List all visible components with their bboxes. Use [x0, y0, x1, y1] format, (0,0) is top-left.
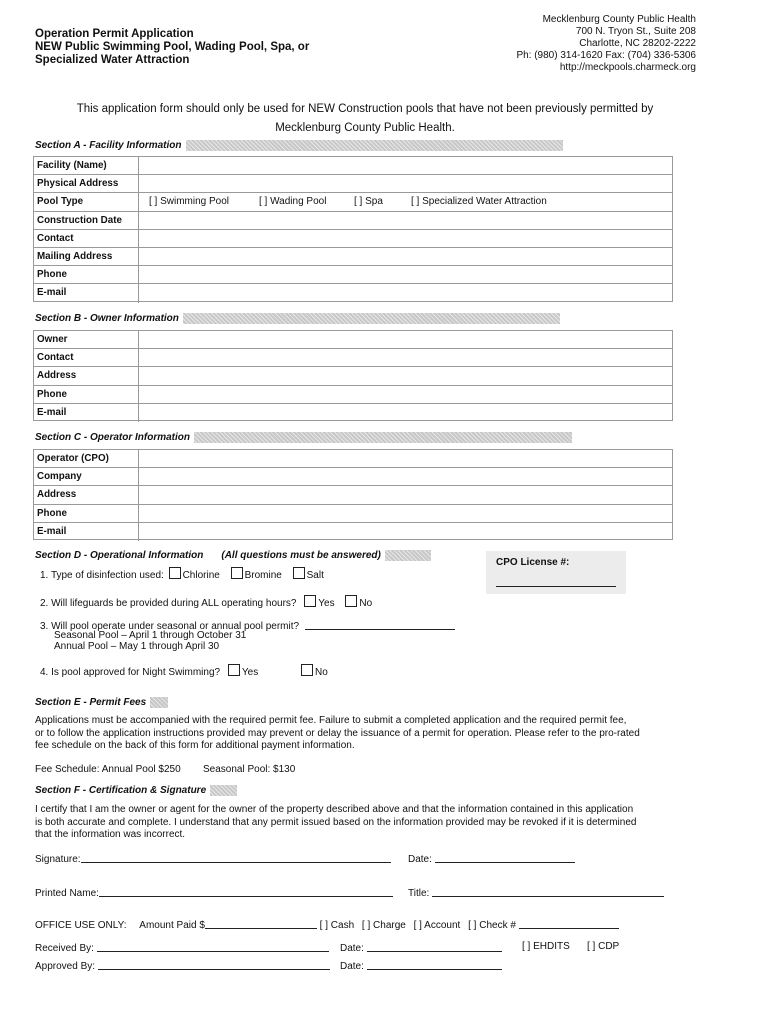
contact-input[interactable] — [139, 230, 672, 247]
field-label: Address — [34, 367, 139, 384]
night-swim-no-checkbox[interactable] — [301, 664, 313, 676]
field-label: Company — [34, 468, 139, 485]
field-label: Operator (CPO) — [34, 450, 139, 467]
cpo-license-input[interactable] — [496, 586, 616, 587]
facility-info-table — [33, 156, 673, 302]
approved-date-input[interactable] — [367, 959, 502, 970]
chlorine-label: Chlorine — [182, 570, 220, 581]
field-label: Facility (Name) — [34, 157, 139, 174]
owner-email-input[interactable] — [139, 404, 672, 422]
title-row: Title: — [408, 886, 664, 899]
intro-text — [35, 100, 695, 138]
operator-email-input[interactable] — [139, 523, 672, 541]
bromine-label: Bromine — [244, 570, 282, 581]
section-e-heading: Section E - Permit Fees — [35, 697, 168, 708]
question-3: 3. Will pool operate under seasonal or annual pool permit? — [40, 619, 455, 632]
printed-name-row: Printed Name: — [35, 886, 393, 899]
construction-date-input[interactable] — [139, 212, 672, 229]
field-label: Construction Date — [34, 212, 139, 229]
field-label: Mailing Address — [34, 248, 139, 265]
office-use-row — [35, 918, 619, 931]
pool-type-wading-pool[interactable]: [ ] Wading Pool — [259, 196, 327, 208]
email-input[interactable] — [139, 284, 672, 302]
intro-line-2: Mecklenburg County Public Health. — [275, 122, 455, 134]
cpo-license-label: CPO License #: — [496, 557, 570, 568]
operator-address-input[interactable] — [139, 486, 672, 503]
section-a-heading: Section A - Facility Information — [35, 140, 563, 151]
lifeguards-no-checkbox[interactable] — [345, 595, 357, 607]
cash-option[interactable]: [ ] Cash — [319, 920, 355, 931]
approved-by-row: Approved By: — [35, 959, 330, 972]
operator-input[interactable] — [139, 450, 672, 467]
cpo-license-box — [486, 551, 626, 594]
field-label: Address — [34, 486, 139, 503]
section-d-note: (All questions must be answered) — [207, 550, 384, 561]
operator-info-table — [33, 449, 673, 540]
section-c-heading: Section C - Operator Information — [35, 432, 572, 443]
certification-text: I certify that I am the owner or agent for the owner of the property described above and that the information contained in this application is both accurate and complete. I understand that any permit issued based on the information provided may be revoked if it is determined that the information was incorrect. — [35, 804, 637, 840]
field-label: E-mail — [34, 523, 139, 541]
physical-address-input[interactable] — [139, 175, 672, 192]
amount-paid-label: Amount Paid $ — [139, 920, 205, 931]
check-option[interactable]: [ ] Check # — [468, 920, 516, 931]
title-line-2: NEW Public Swimming Pool, Wading Pool, Spa, or — [35, 41, 310, 53]
question-2: 2. Will lifeguards be provided during ALL operating hours? Yes No — [40, 595, 372, 609]
field-label: Owner — [34, 331, 139, 348]
bromine-checkbox[interactable] — [231, 567, 243, 579]
owner-address-input[interactable] — [139, 367, 672, 384]
title-line-3: Specialized Water Attraction — [35, 54, 190, 66]
received-date-row: Date: — [340, 941, 502, 954]
charge-option[interactable]: [ ] Charge — [361, 920, 406, 931]
owner-info-table — [33, 330, 673, 421]
fee-schedule-annual: Fee Schedule: Annual Pool $250 — [35, 764, 181, 775]
address-line-2: 700 N. Tryon St., Suite 208 — [575, 26, 696, 37]
pool-type-spa[interactable]: [ ] Spa — [354, 196, 383, 208]
amount-paid-input[interactable] — [205, 918, 317, 929]
field-label: Phone — [34, 505, 139, 522]
owner-phone-input[interactable] — [139, 386, 672, 403]
signature-row: Signature: — [35, 852, 391, 865]
pool-type-swimming-pool[interactable]: [ ] Swimming Pool — [149, 196, 230, 208]
signature-date-row: Date: — [408, 852, 575, 865]
section-f-heading: Section F - Certification & Signature — [35, 785, 237, 796]
phone-input[interactable] — [139, 266, 672, 283]
night-swim-yes-checkbox[interactable] — [228, 664, 240, 676]
mailing-address-input[interactable] — [139, 248, 672, 265]
account-option[interactable]: [ ] Account — [413, 920, 461, 931]
section-b-heading: Section B - Owner Information — [35, 313, 560, 324]
question-4: 4. Is pool approved for Night Swimming? Yes No — [40, 664, 328, 678]
cdp-option[interactable]: [ ] CDP — [587, 941, 620, 952]
permit-fees-text: Applications must be accompanied with the required permit fee. Failure to submit a completed application and the required permit fee, or to follow the application instructions provided may prevent or delay the issuance of a permit for operation. Please refer to the pro-rated fee schedule on the back of this form for additional payment information. — [35, 715, 640, 751]
received-date-input[interactable] — [367, 941, 502, 952]
field-label: E-mail — [34, 284, 139, 302]
printed-name-input[interactable] — [99, 886, 393, 897]
night-swim-yes-label: Yes — [241, 667, 259, 678]
facility-name-input[interactable] — [139, 157, 672, 174]
signature-date-input[interactable] — [435, 852, 575, 863]
operator-phone-input[interactable] — [139, 505, 672, 522]
chlorine-checkbox[interactable] — [169, 567, 181, 579]
ehdits-option[interactable]: [ ] EHDITS — [522, 941, 570, 952]
agency-address — [436, 14, 696, 74]
field-label: Contact — [34, 349, 139, 366]
address-line-1: Mecklenburg County Public Health — [542, 14, 696, 25]
fee-schedule-seasonal: Seasonal Pool: $130 — [203, 764, 296, 775]
form-title — [35, 28, 365, 67]
field-label: Pool Type — [34, 193, 139, 210]
title-input[interactable] — [432, 886, 664, 897]
lifeguards-no-label: No — [359, 598, 373, 609]
pool-type-options — [139, 193, 672, 210]
field-label: Phone — [34, 386, 139, 403]
office-use-label: OFFICE USE ONLY: — [35, 920, 127, 931]
received-by-row: Received By: — [35, 941, 329, 954]
lifeguards-yes-checkbox[interactable] — [304, 595, 316, 607]
night-swim-no-label: No — [314, 667, 328, 678]
seasonal-pool-note: Seasonal Pool – April 1 through October 31 — [54, 630, 247, 641]
lifeguards-yes-label: Yes — [318, 598, 335, 609]
received-by-input[interactable] — [97, 941, 329, 952]
company-input[interactable] — [139, 468, 672, 485]
salt-checkbox[interactable] — [293, 567, 305, 579]
intro-line-1: This application form should only be used for NEW Construction pools that have not been previously permitted by — [76, 103, 654, 115]
signature-input[interactable] — [81, 852, 391, 863]
owner-contact-input[interactable] — [139, 349, 672, 366]
address-line-3: Charlotte, NC 28202-2222 — [579, 38, 696, 49]
section-d-heading: Section D - Operational Information (All questions must be answered) — [35, 550, 431, 561]
pool-type-specialized-water-attraction[interactable]: [ ] Specialized Water Attraction — [411, 196, 547, 208]
address-line-4: Ph: (980) 314-1620 Fax: (704) 336-5306 — [516, 50, 696, 61]
question-1: 1. Type of disinfection used: Chlorine Bromine Salt — [40, 567, 324, 581]
permit-type-input[interactable] — [305, 619, 455, 630]
field-label: Phone — [34, 266, 139, 283]
annual-pool-note: Annual Pool – May 1 through April 30 — [54, 641, 220, 652]
salt-label: Salt — [306, 570, 324, 581]
field-label: Contact — [34, 230, 139, 247]
title-line-1: Operation Permit Application — [35, 28, 194, 40]
owner-input[interactable] — [139, 331, 672, 348]
approved-date-row: Date: — [340, 959, 502, 972]
check-number-input[interactable] — [519, 918, 619, 929]
field-label: E-mail — [34, 404, 139, 422]
approved-by-input[interactable] — [98, 959, 330, 970]
address-line-5: http://meckpools.charmeck.org — [559, 62, 696, 73]
field-label: Physical Address — [34, 175, 139, 192]
